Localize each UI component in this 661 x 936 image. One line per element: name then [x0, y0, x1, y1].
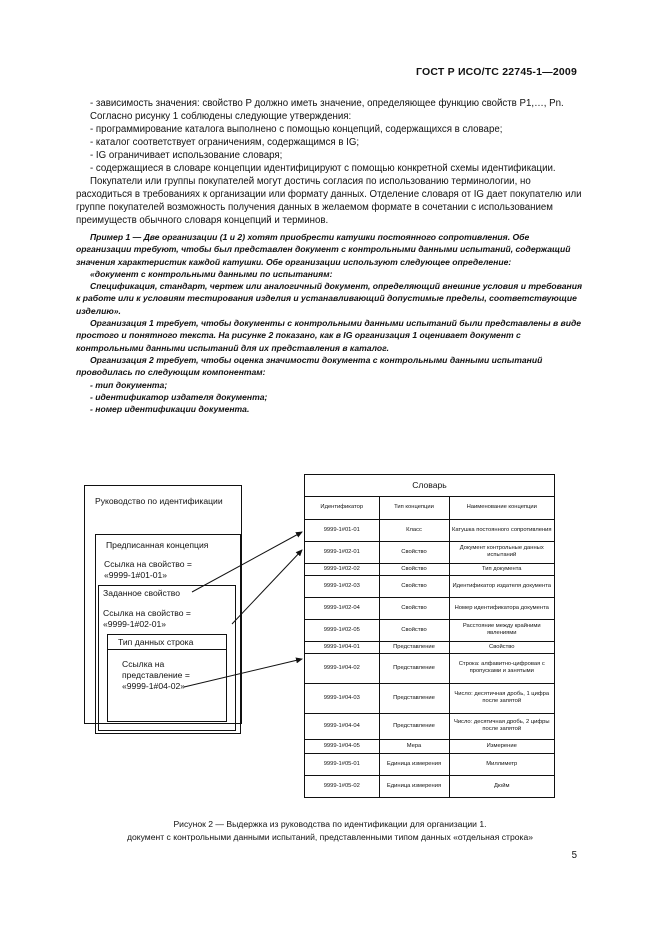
- datatype-title: Тип данных строка: [118, 637, 194, 647]
- dictionary-header-cell: Тип концепции: [379, 497, 449, 519]
- ref-3a: Ссылка на: [122, 659, 165, 669]
- dictionary-cell: Свойство: [379, 563, 449, 575]
- example-paragraph: - идентификатор издателя документа;: [90, 391, 268, 402]
- paragraph: - каталог соответствует ограничениям, содержащимся в IG;: [90, 137, 360, 148]
- dictionary-cell: 9999-1#02-03: [305, 575, 379, 597]
- dictionary-cell: 9999-1#05-01: [305, 753, 379, 775]
- dictionary-cell: 9999-1#02-05: [305, 619, 379, 641]
- guide-title: Руководство по идентификации: [95, 496, 223, 506]
- prop-ref-1b: «9999-1#01-01»: [104, 570, 168, 580]
- prop-ref-1a: Ссылка на свойство =: [104, 559, 192, 569]
- ref-3c: «9999-1#04-02»: [122, 681, 186, 691]
- dictionary-cell: Свойство: [379, 541, 449, 563]
- dictionary-cell: Расстояние между крайними явлениями: [449, 619, 554, 641]
- dictionary-cell: 9999-1#04-04: [305, 713, 379, 739]
- dictionary-cell: Свойство: [379, 619, 449, 641]
- arrow-representation: [184, 659, 302, 687]
- dictionary-cell: Свойство: [449, 641, 554, 653]
- page-number: 5: [571, 850, 577, 861]
- dictionary-cell: Число: десятичная дробь, 2 цифры после запятой: [449, 713, 554, 739]
- example-paragraph: - номер идентификации документа.: [90, 404, 250, 415]
- dictionary-cell: Миллиметр: [449, 753, 554, 775]
- concept-title: Предписанная концепция: [106, 540, 209, 550]
- dictionary-cell: Дюйм: [449, 775, 554, 797]
- dictionary-cell: 9999-1#02-02: [305, 563, 379, 575]
- ref-3b: представление =: [122, 670, 190, 680]
- dictionary-cell: Класс: [379, 519, 449, 541]
- page-header: ГОСТ Р ИСО/ТС 22745-1—2009: [415, 66, 577, 78]
- dictionary-cell: 9999-1#04-02: [305, 653, 379, 683]
- dictionary-header-cell: Идентификатор: [305, 497, 379, 519]
- example-paragraph: Пример 1 — Две организации (1 и 2) хотят приобрести катушки постоянного сопротивления. Обе организации требуют, чтобы был представлен документ с контрольными данными испытаний, содержащий значения характеристик каждой катушки. Обе организации используют следующее определение:: [76, 232, 571, 267]
- paragraph: - содержащиеся в словаре концепции идентифицируют с помощью конкретной схемы идентификации.: [90, 163, 556, 174]
- dictionary-cell: 9999-1#05-02: [305, 775, 379, 797]
- paragraph: Согласно рисунку 1 соблюдены следующие утверждения:: [90, 111, 352, 122]
- dictionary-cell: Представление: [379, 683, 449, 713]
- prop-ref-2b: «9999-1#02-01»: [103, 619, 167, 629]
- dictionary-cell: Единица измерения: [379, 753, 449, 775]
- dictionary-cell: Номер идентификатора документа: [449, 597, 554, 619]
- figure-caption-2: документ с контрольными данными испытаний, представленными типом данных «отдельная строка»: [126, 832, 534, 842]
- dictionary-cell: Единица измерения: [379, 775, 449, 797]
- figure-caption-1: Рисунок 2 — Выдержка из руководства по идентификации для организации 1.: [173, 819, 487, 829]
- example-paragraph: Организация 2 требует, чтобы оценка значимости документа с контрольными данными испытаний проводилась по следующим компонентам:: [76, 354, 543, 378]
- dictionary-cell: Строка: алфавитно-цифровая с пропусками и занятыми: [449, 653, 554, 683]
- dictionary-title: Словарь: [305, 475, 554, 497]
- dictionary-cell: 9999-1#04-05: [305, 739, 379, 753]
- body-text: [76, 97, 584, 415]
- reference-arrows: [84, 474, 558, 814]
- arrow-class: [192, 532, 302, 592]
- example-paragraph: - тип документа;: [90, 379, 168, 390]
- example-paragraph: «документ с контрольными данными по испытаниям:: [90, 268, 333, 279]
- dictionary-cell: 9999-1#01-01: [305, 519, 379, 541]
- dictionary-cell: 9999-1#02-04: [305, 597, 379, 619]
- example-paragraph: Спецификация, стандарт, чертеж или аналогичный документ, определяющий внешние условия и требования к работе или к условиям тестирования изделия и устанавливающий допустимые пределы, соответствующие изделию».: [76, 281, 583, 316]
- dictionary-cell: Число: десятичная дробь, 1 цифра после запятой: [449, 683, 554, 713]
- dictionary-cell: Свойство: [379, 575, 449, 597]
- dictionary-cell: Тип документа: [449, 563, 554, 575]
- prop-ref-2a: Ссылка на свойство =: [103, 608, 191, 618]
- dictionary-cell: Свойство: [379, 597, 449, 619]
- dictionary-cell: 9999-1#02-01: [305, 541, 379, 563]
- main-paragraphs: [76, 97, 584, 227]
- dictionary-cell: Представление: [379, 713, 449, 739]
- dictionary-cell: Измерение: [449, 739, 554, 753]
- dictionary-header-cell: Наименование концепции: [449, 497, 554, 519]
- dictionary-cell: Катушка постоянного сопротивления: [449, 519, 554, 541]
- example-block: [76, 231, 584, 415]
- figure-2: [84, 474, 558, 814]
- dictionary-cell: Документ контрольные данных испытаний: [449, 541, 554, 563]
- arrow-property: [232, 550, 302, 624]
- dictionary-cell: 9999-1#04-01: [305, 641, 379, 653]
- dictionary-cell: 9999-1#04-03: [305, 683, 379, 713]
- dictionary-cell: Представление: [379, 641, 449, 653]
- paragraph: - программирование каталога выполнено с помощью концепций, содержащихся в словаре;: [90, 124, 503, 135]
- example-paragraph: Организация 1 требует, чтобы документы с контрольными данными испытаний были представлены в виде простого и понятного текста. На рисунке 2 показано, как в IG организация 1 оценивает документ с контрольными данными испытаний для их представления в каталог.: [76, 318, 582, 353]
- paragraph: - IG ограничивает использование словаря;: [90, 150, 283, 161]
- paragraph: - зависимость значения: свойство P должно иметь значение, определяющее функцию свойств P1,…, Pn.: [90, 98, 564, 109]
- dictionary-cell: Представление: [379, 653, 449, 683]
- dictionary-cell: Идентификатор издателя документа: [449, 575, 554, 597]
- value-title: Заданное свойство: [103, 588, 181, 598]
- paragraph: Покупатели или группы покупателей могут достичь согласия по использованию терминологии, но расходиться в требованиях к организации или формату данных. Отделение словаря от IG дает покупателю или группе покупателей возможность получения данных в желаемом формате в сочетании с использованием преимуществ обычного словаря концепций и терминов.: [76, 176, 582, 226]
- dictionary-cell: Мера: [379, 739, 449, 753]
